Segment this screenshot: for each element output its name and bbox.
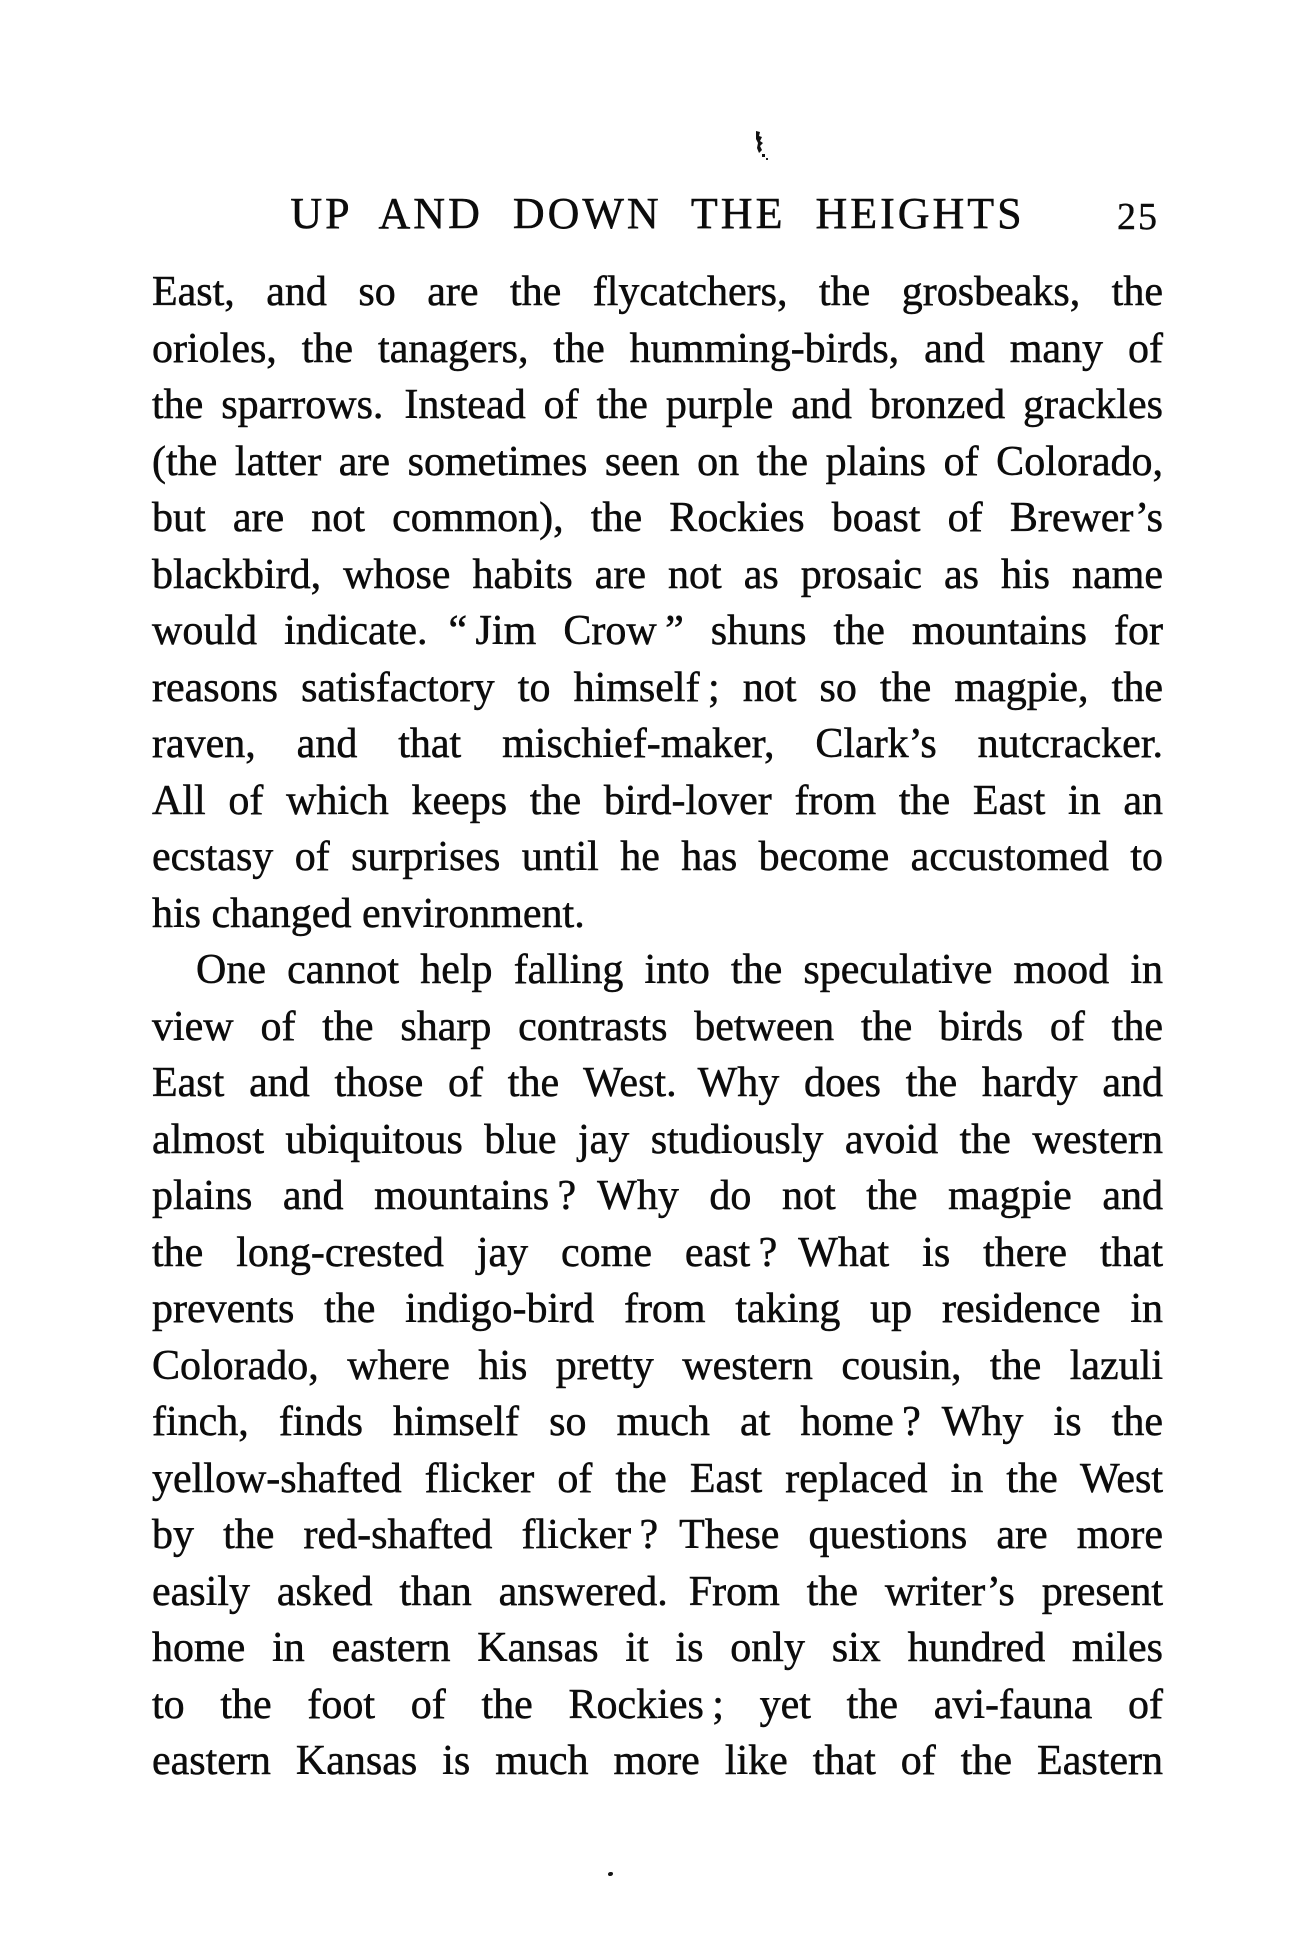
text-line: yellow-shafted flicker of the East replaced in the West	[152, 1455, 1163, 1502]
text-line: easily asked than answered. From the writer’s present	[152, 1568, 1163, 1615]
text-line: Colorado, where his pretty western cousin, the lazuli	[152, 1342, 1163, 1389]
body-text	[152, 264, 1163, 1790]
page-number: 25	[1117, 196, 1159, 238]
text-line: East, and so are the flycatchers, the grosbeaks, the	[152, 269, 1163, 315]
text-line: home in eastern Kansas it is only six hundred miles	[152, 1625, 1163, 1671]
text-line: ecstasy of surprises until he has become accustomed to	[152, 834, 1163, 880]
text-line: (the latter are sometimes seen on the plains of Colorado,	[152, 438, 1163, 485]
text-line: One cannot help falling into the speculative mood in	[196, 947, 1163, 993]
text-line: but are not common), the Rockies boast of Brewer’s	[152, 495, 1163, 541]
text-line: the long-crested jay come east ? What is there that	[152, 1229, 1163, 1276]
text-line: almost ubiquitous blue jay studiously avoid the western	[152, 1116, 1163, 1163]
text-line: would indicate. “ Jim Crow ” shuns the mountains for	[152, 608, 1163, 654]
text-line: raven, and that mischief-maker, Clark’s nutcracker.	[152, 721, 1163, 767]
text-line: All of which keeps the bird-lover from the East in an	[152, 777, 1163, 824]
ink-smudge-mark	[751, 131, 769, 165]
page-header	[152, 190, 1163, 242]
text-line: to the foot of the Rockies ; yet the avi-fauna of	[152, 1681, 1163, 1728]
text-line: orioles, the tanagers, the humming-birds, and many of	[152, 325, 1163, 372]
text-line: finch, finds himself so much at home ? Why is the	[152, 1399, 1163, 1445]
text-line: East and those of the West. Why does the hardy and	[152, 1060, 1163, 1106]
text-line: the sparrows. Instead of the purple and bronzed grackles	[152, 382, 1163, 428]
text-line: plains and mountains ? Why do not the magpie and	[152, 1173, 1163, 1219]
text-line: reasons satisfactory to himself ; not so the magpie, the	[152, 664, 1163, 711]
running-title: UP AND DOWN THE HEIGHTS	[290, 189, 1025, 238]
text-line: blackbird, whose habits are not as prosaic as his name	[152, 551, 1163, 598]
text-line: by the red-shafted flicker ? These questions are more	[152, 1512, 1163, 1558]
text-line: prevents the indigo-bird from taking up residence in	[152, 1286, 1163, 1332]
text-line: his changed environment.	[152, 890, 585, 937]
text-line: view of the sharp contrasts between the birds of the	[152, 1003, 1163, 1050]
ink-dot-mark	[608, 1872, 613, 1876]
text-line: eastern Kansas is much more like that of the Eastern	[152, 1738, 1163, 1784]
